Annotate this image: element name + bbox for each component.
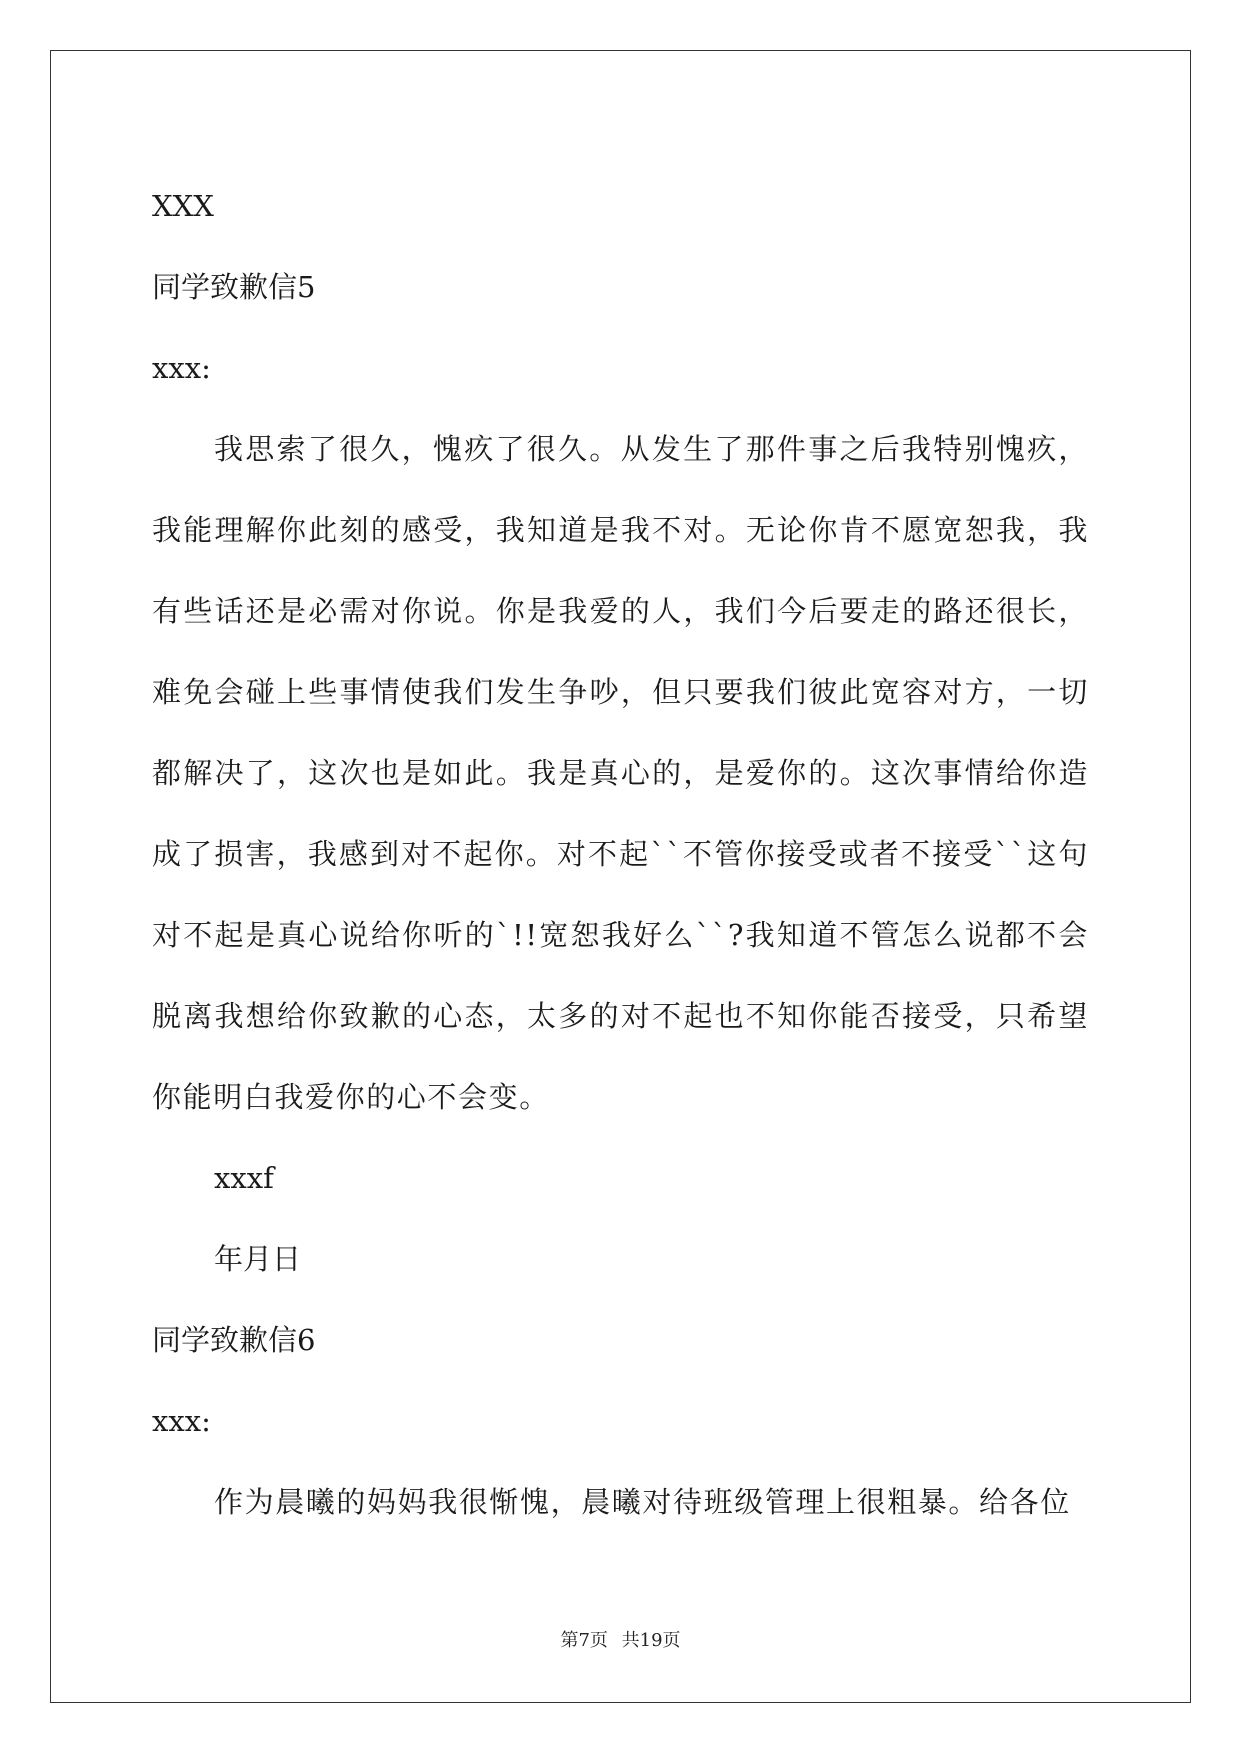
page-total: 共19页 <box>621 1630 681 1651</box>
sender-name: XXX <box>152 189 214 223</box>
page-footer <box>0 1626 1241 1652</box>
salutation-5: xxx: <box>152 351 211 385</box>
letter-title-6: 同学致歉信6 <box>152 1323 316 1357</box>
letter-body-6: 作为晨曦的妈妈我很惭愧，晨曦对待班级管理上很粗暴。给各位 <box>214 1485 1071 1519</box>
letter-body-5: 我思索了很久，愧疚了很久。从发生了那件事之后我特别愧疚，我能理解你此刻的感受，我知道是我不对。无论你肯不愿宽恕我，我有些话还是必需对你说。你是我爱的人，我们今后要走的路还很长，难免会碰上些事情使我们发生争吵，但只要我们彼此宽容对方，一切都解决了，这次也是如此。我是真心的，是爱你的。这次事情给你造成了损害，我感到对不起你。对不起``不管你接受或者不接受``这句对不起是真心说给你听的`!!宽恕我好么``?我知道不管怎么说都不会脱离我想给你致歉的心态，太多的对不起也不知你能否接受，只希望你能明白我爱你的心不会变。 <box>152 432 1089 1114</box>
salutation-6: xxx: <box>152 1404 211 1438</box>
letter-title-5: 同学致歉信5 <box>152 270 316 304</box>
document-body <box>152 166 1089 1543</box>
signature-5: xxxf <box>214 1161 274 1195</box>
page-number: 第7页 <box>560 1630 608 1651</box>
date-5: 年月日 <box>214 1242 302 1276</box>
